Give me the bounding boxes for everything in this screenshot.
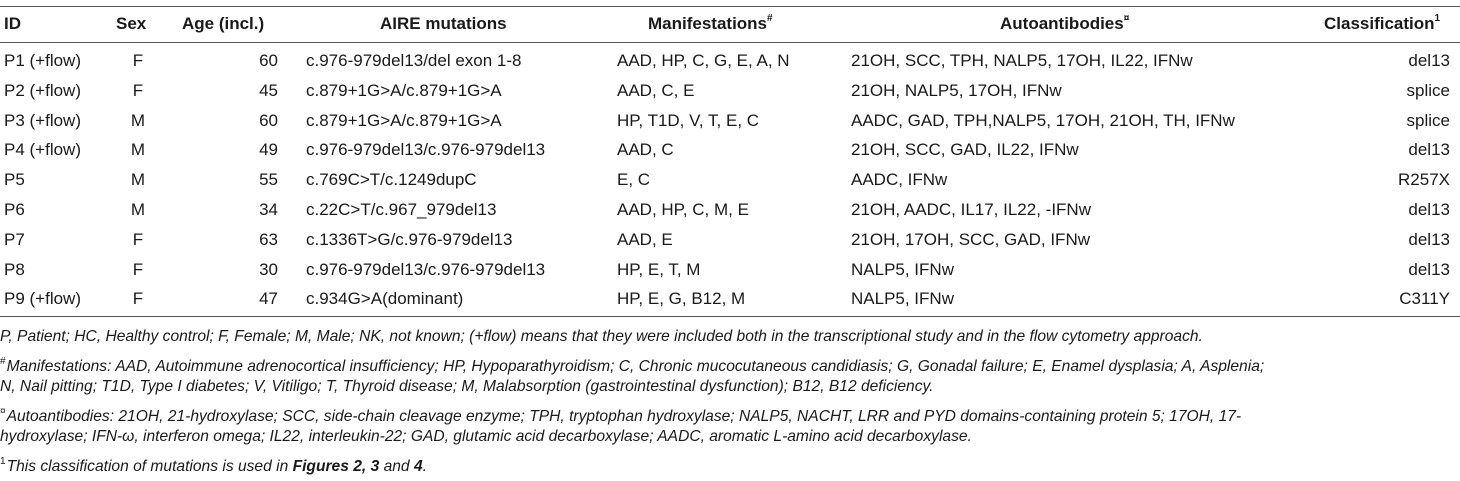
cell-manifestations: HP, E, G, B12, M (617, 289, 746, 309)
cell-classification: splice (1406, 110, 1450, 130)
cell-id: P9 (+flow) (4, 289, 81, 309)
header-autoantibodies-label: Autoantibodies (1000, 14, 1124, 33)
cell-sex: M (130, 140, 146, 160)
cell-age: 45 (259, 80, 278, 100)
cell-autoantibodies: NALP5, IFNw (851, 259, 954, 279)
cell-classification: C311Y (1399, 289, 1450, 309)
cell-manifestations: HP, E, T, M (617, 259, 701, 279)
footnote-classification (0, 452, 1460, 478)
header-manifestations-label: Manifestations (648, 14, 768, 33)
cell-sex: F (132, 229, 144, 249)
cell-aire-mutation: c.934G>A(dominant) (306, 289, 464, 309)
footnote-autoantibodies-mark: ¤ (0, 406, 6, 417)
cell-autoantibodies: 21OH, SCC, GAD, IL22, IFNw (851, 140, 1079, 160)
cell-id: P2 (+flow) (4, 80, 81, 100)
cell-manifestations: AAD, C, E (617, 80, 695, 100)
cell-manifestations: E, C (617, 170, 651, 190)
header-rule (0, 42, 1460, 43)
cell-autoantibodies: 21OH, AADC, IL17, IL22, -IFNw (851, 200, 1091, 219)
cell-classification: del13 (1408, 140, 1450, 160)
table-top-rule (0, 6, 1460, 7)
cell-id: P5 (4, 170, 25, 190)
cell-classification: del13 (1408, 229, 1450, 249)
cell-sex: F (132, 259, 144, 279)
footnote-autoantibodies-line1: Autoantibodies: 21OH, 21-hydroxylase; SCC, side-chain cleavage enzyme; TPH, tryptophan hydroxylase; NALP5, NACHT, LRR and PYD domains-containing protein 5; 17OH, 17- (6, 408, 1242, 426)
table-row (0, 47, 1460, 74)
cell-age: 60 (259, 51, 278, 70)
cell-classification: del13 (1408, 259, 1450, 279)
cell-autoantibodies: NALP5, IFNw (851, 289, 954, 309)
table-row (0, 136, 1460, 163)
header-manifestations-mark: # (767, 13, 773, 25)
cell-aire-mutation: c.976-979del13/del exon 1-8 (306, 51, 522, 70)
cell-aire-mutation: c.976-979del13/c.976-979del13 (306, 140, 546, 160)
cell-classification: R257X (1398, 170, 1450, 190)
footnote-period: . (422, 458, 427, 476)
cell-age: 49 (259, 140, 278, 160)
footnote-and: and (379, 458, 414, 476)
cell-sex: F (132, 51, 144, 70)
cell-id: P1 (+flow) (4, 51, 81, 70)
cell-age: 60 (259, 110, 278, 130)
header-aire-mutations: AIRE mutations (380, 14, 507, 33)
header-classification-mark: 1 (1434, 13, 1441, 25)
header-id: ID (4, 14, 21, 33)
cell-aire-mutation: c.1336T>G/c.976-979del13 (306, 229, 513, 249)
cell-aire-mutation: c.879+1G>A/c.879+1G>A (306, 80, 502, 100)
figure-ref-last: 4 (413, 458, 423, 476)
footnote-manifestations (0, 352, 1460, 378)
table-bottom-rule (0, 316, 1460, 317)
cell-aire-mutation: c.879+1G>A/c.879+1G>A (306, 110, 502, 130)
cell-sex: M (130, 110, 146, 130)
cell-autoantibodies: AADC, GAD, TPH,NALP5, 17OH, 21OH, TH, IFNw (851, 110, 1235, 130)
cell-aire-mutation: c.769C>T/c.1249dupC (306, 170, 477, 190)
footnote-autoantibodies (0, 402, 1460, 428)
cell-age: 55 (259, 170, 278, 190)
cell-manifestations: HP, T1D, V, T, E, C (617, 110, 760, 130)
table-row (0, 166, 1460, 193)
cell-classification: del13 (1408, 51, 1450, 70)
cell-classification: splice (1406, 80, 1450, 100)
cell-autoantibodies: 21OH, SCC, TPH, NALP5, 17OH, IL22, IFNw (851, 51, 1193, 70)
cell-autoantibodies: 21OH, 17OH, SCC, GAD, IFNw (851, 229, 1090, 249)
cell-age: 47 (259, 289, 278, 309)
cell-autoantibodies: AADC, IFNw (851, 170, 948, 190)
footnote-autoantibodies-cont: hydroxylase; IFN-ω, interferon omega; IL22, interleukin-22; GAD, glutamic acid decarboxylase; AADC, aromatic L-amino acid decarboxylase. (0, 428, 972, 445)
cell-sex: F (132, 80, 144, 100)
header-age: Age (incl.) (182, 14, 265, 33)
footnote-abbreviations: P, Patient; HC, Healthy control; F, Female; M, Male; NK, not known; (+flow) means that they were included both in the transcriptional study and in the flow cytometry approach. (0, 328, 1203, 345)
cell-id: P4 (+flow) (4, 140, 81, 160)
table-row (0, 107, 1460, 134)
cell-autoantibodies: 21OH, NALP5, 17OH, IFNw (851, 80, 1062, 100)
cell-age: 63 (259, 229, 278, 249)
header-autoantibodies (1000, 14, 1129, 34)
cell-aire-mutation: c.22C>T/c.967_979del13 (306, 200, 497, 219)
cell-sex: M (130, 170, 146, 190)
cell-id: P8 (4, 259, 25, 279)
cell-sex: F (132, 289, 144, 309)
cell-id: P3 (+flow) (4, 110, 81, 130)
footnote-manifestations-mark: # (0, 356, 6, 367)
table-row (0, 256, 1460, 283)
cell-manifestations: AAD, HP, C, G, E, A, N (617, 51, 790, 70)
cell-id: P7 (4, 229, 25, 249)
figure-refs: Figures 2, 3 (292, 458, 380, 476)
cell-aire-mutation: c.976-979del13/c.976-979del13 (306, 259, 546, 279)
footnote-manifestations-line1: Manifestations: AAD, Autoimmune adrenocortical insufficiency; HP, Hypoparathyroidism; C, Chronic mucocutaneous candidiasis; G, Gonadal failure; E, Enamel dysplasia; A, Asplenia; (6, 358, 1265, 376)
footnote-manifestations-cont: N, Nail pitting; T1D, Type I diabetes; V, Vitiligo; T, Thyroid disease; M, Malabsorption (gastrointestinal dysfunction); B12, B12 deficiency. (0, 378, 934, 395)
cell-age: 34 (259, 200, 278, 219)
cell-manifestations: AAD, E (617, 229, 673, 249)
header-classification (1324, 14, 1440, 34)
cell-manifestations: AAD, HP, C, M, E (617, 200, 749, 219)
header-classification-label: Classification (1324, 14, 1435, 33)
footnote-classification-text: This classification of mutations is used in (6, 458, 293, 476)
table-row (0, 285, 1460, 312)
cell-age: 30 (259, 259, 278, 279)
header-sex: Sex (116, 14, 147, 33)
table-row (0, 196, 1460, 223)
cell-manifestations: AAD, C (617, 140, 674, 160)
cell-classification: del13 (1408, 200, 1450, 219)
cell-sex: M (130, 200, 146, 219)
cell-id: P6 (4, 200, 25, 219)
footnote-classification-mark: 1 (0, 456, 6, 467)
table-row (0, 77, 1460, 104)
table-row (0, 226, 1460, 253)
header-autoantibodies-mark: ¤ (1123, 13, 1130, 25)
header-manifestations (648, 14, 773, 34)
